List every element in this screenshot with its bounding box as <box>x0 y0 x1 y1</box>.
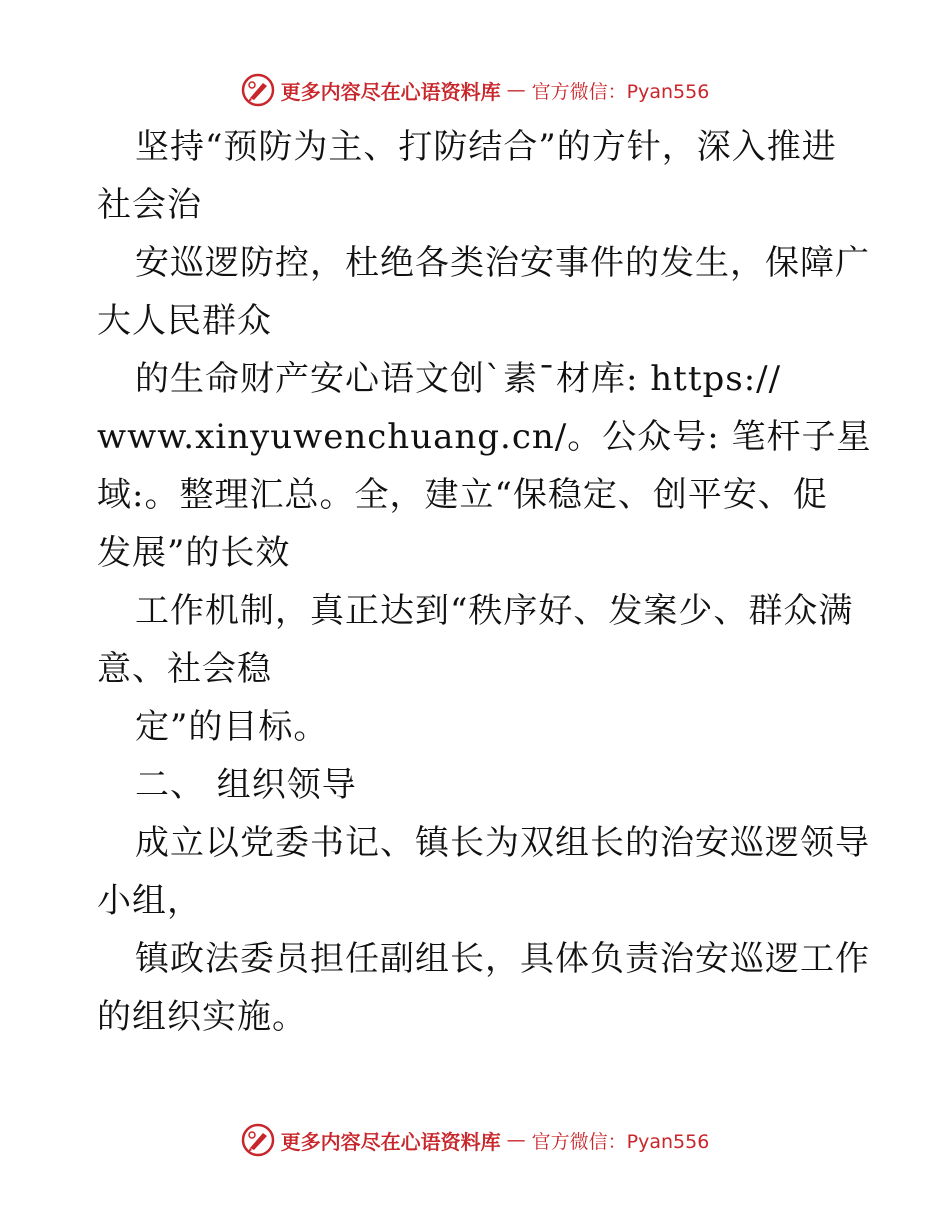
body-line: 大人民群众 <box>97 301 272 341</box>
body-line: 安巡逻防控，杜绝各类治安事件的发生，保障广 <box>135 243 870 283</box>
body-line: 坚持“预防为主、打防结合”的方针，深入推进 <box>135 127 837 167</box>
banner-dash: — <box>506 1129 526 1151</box>
banner-sub-text: 官方微信：Pyan556 <box>531 80 710 103</box>
banner-dash: — <box>506 79 526 101</box>
banner-main-text: 更多内容尽在心语资料库 <box>280 79 501 104</box>
body-line: 镇政法委员担任副组长，具体负责治安巡逻工作 <box>135 939 870 979</box>
body-line: 域:。整理汇总。全，建立“保稳定、创平安、促 <box>97 475 828 515</box>
body-line: 定”的目标。 <box>135 707 329 747</box>
body-line: 社会治 <box>97 185 202 225</box>
footer-watermark-banner <box>0 1120 950 1160</box>
pen-logo-icon <box>241 73 275 107</box>
body-line: 的生命财产安心语文创`素¯材库: https:// <box>135 359 782 399</box>
body-line: 成立以党委书记、镇长为双组长的治安巡逻领导 <box>135 823 870 863</box>
body-line: 工作机制，真正达到“秩序好、发案少、群众满 <box>135 591 854 631</box>
body-line: www.xinyuwenchuang.cn/。公众号: 笔杆子星 <box>97 417 872 457</box>
body-line: 意、社会稳 <box>97 649 272 689</box>
banner-sub-text: 官方微信：Pyan556 <box>531 1130 710 1153</box>
header-watermark-banner <box>0 70 950 110</box>
pen-logo-icon <box>241 1123 275 1157</box>
banner-main-text: 更多内容尽在心语资料库 <box>280 1129 501 1154</box>
body-line: 的组织实施。 <box>97 997 307 1037</box>
body-line: 发展”的长效 <box>97 533 291 573</box>
section-heading: 二、 组织领导 <box>135 765 357 805</box>
body-line: 小组， <box>97 881 202 921</box>
document-body <box>97 118 877 1046</box>
